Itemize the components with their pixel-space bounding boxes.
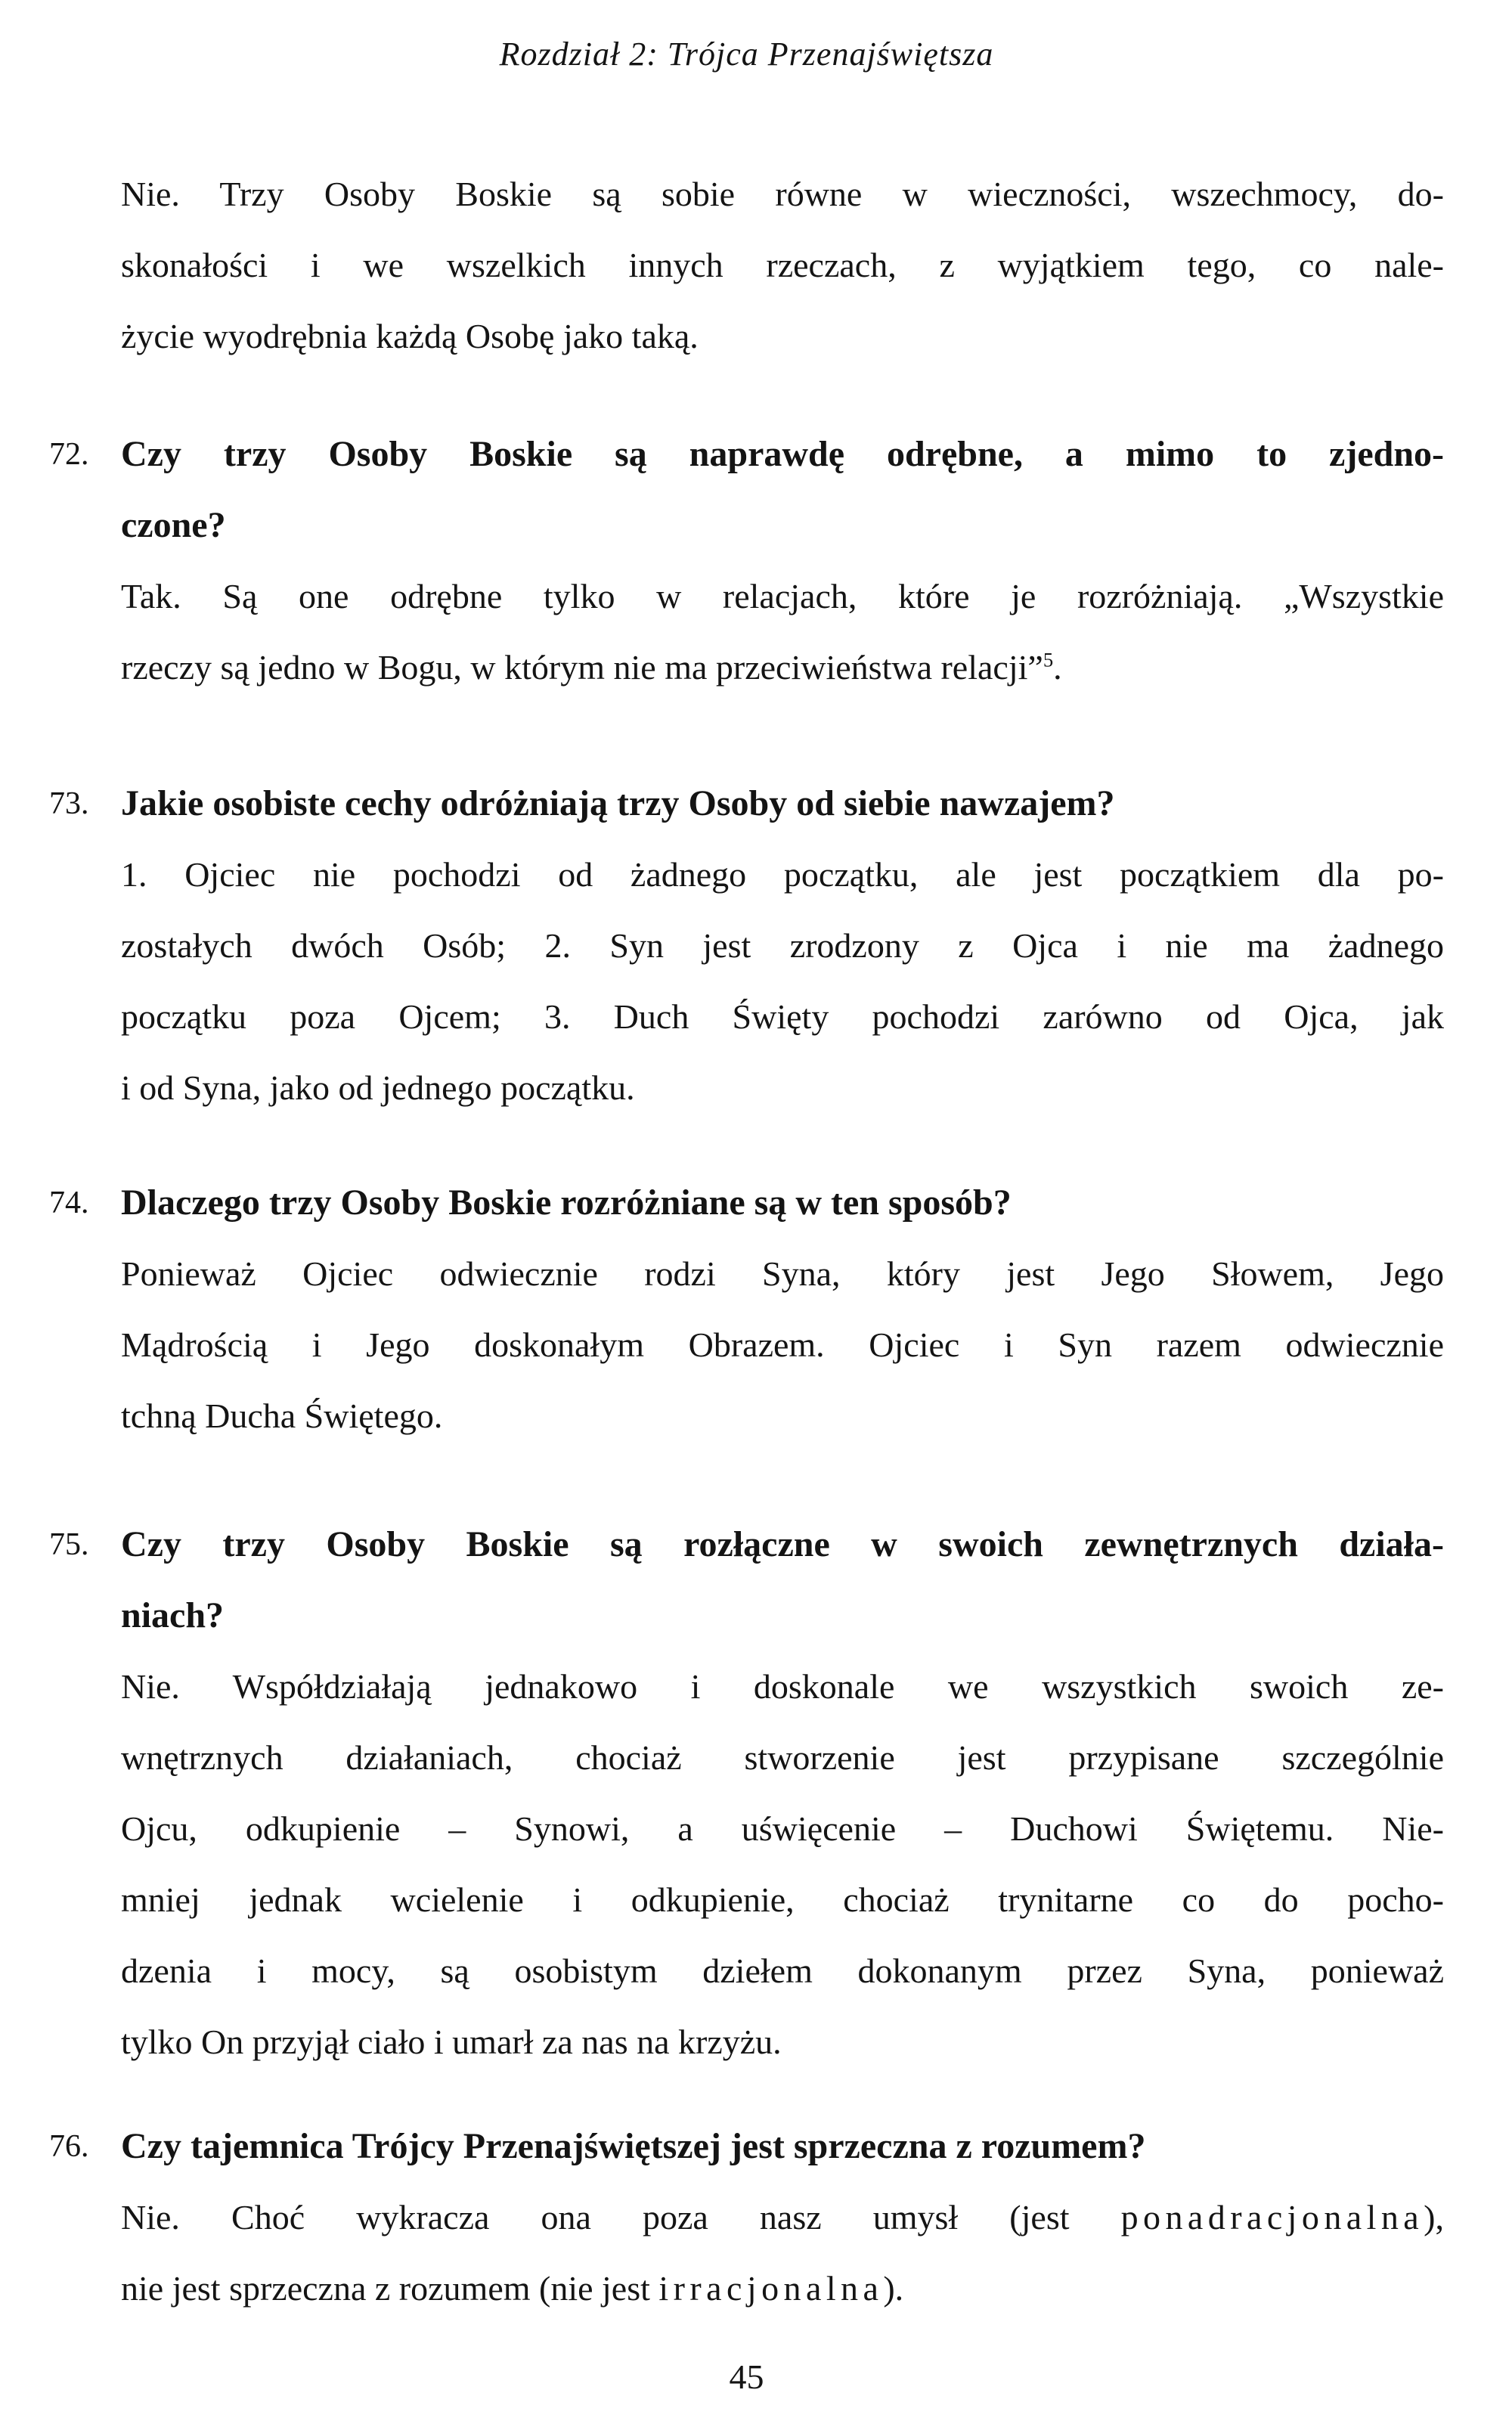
answer-76-line-2-spaced-word: irracjonalna	[658, 2269, 884, 2308]
answer-73-line-4: i od Syna, jako od jednego początku.	[121, 1068, 635, 1107]
intro-line-1: Nie. Trzy Osoby Boskie są sobie równe w wieczności, wszechmocy, do-	[121, 175, 1444, 213]
answer-75-line-3: Ojcu, odkupienie – Synowi, a uświęcenie – Duchowi Świętemu. Nie-	[121, 1809, 1444, 1848]
answer-75-line-1: Nie. Współdziałają jednakowo i doskonale we wszystkich swoich ze-	[121, 1667, 1444, 1706]
answer-76-line-2-pre: nie jest sprzeczna z rozumem (nie jest	[121, 2269, 659, 2308]
answer-76-line-2-post: ).	[883, 2269, 904, 2308]
answer-73-line-2: zostałych dwóch Osób; 2. Syn jest zrodzony z Ojca i nie ma żadnego	[121, 926, 1444, 965]
question-72-line-1: Czy trzy Osoby Boskie są naprawdę odrębne, a mimo to zjedno-	[121, 434, 1444, 474]
question-number-75: 75.	[49, 1527, 89, 1562]
answer-74-line-3: tchną Ducha Świętego.	[121, 1396, 443, 1435]
answer-75-line-4: mniej jednak wcielenie i odkupienie, chociaż trynitarne co do pocho-	[121, 1880, 1444, 1919]
question-number-74: 74.	[49, 1186, 89, 1220]
qa-body-75	[121, 1509, 1444, 2078]
answer-72-line-2-text: rzeczy są jedno w Bogu, w którym nie ma przeciwieństwa relacji”	[121, 648, 1043, 687]
question-75-line-2: niach?	[121, 1595, 225, 1635]
qa-section-75	[49, 1509, 1444, 2078]
answer-75-line-2: wnętrznych działaniach, chociaż stworzenie jest przypisane szczególnie	[121, 1738, 1444, 1777]
answer-76-line-1-spaced-word: ponadracjonalna	[1120, 2198, 1424, 2236]
question-76-line-1: Czy tajemnica Trójcy Przenajświętszej jest sprzeczna z rozumem?	[121, 2126, 1146, 2166]
answer-74-line-2: Mądrością i Jego doskonałym Obrazem. Ojciec i Syn razem odwiecznie	[121, 1325, 1444, 1364]
qa-section-73	[49, 768, 1444, 1124]
answer-76-line-1-post: ),	[1424, 2198, 1444, 2236]
qa-section-72	[49, 419, 1444, 703]
qa-body-73	[121, 768, 1444, 1124]
answer-75-line-5: dzenia i mocy, są osobistym dziełem dokonanym przez Syna, ponieważ	[121, 1951, 1444, 1990]
answer-74-line-1: Ponieważ Ojciec odwiecznie rodzi Syna, który jest Jego Słowem, Jego	[121, 1254, 1444, 1293]
answer-75-line-6: tylko On przyjął ciało i umarł za nas na krzyżu.	[121, 2023, 782, 2061]
intro-paragraph	[121, 159, 1444, 372]
question-number-72: 72.	[49, 437, 89, 472]
intro-line-2: skonałości i we wszelkich innych rzeczach, z wyjątkiem tego, co nale-	[121, 246, 1444, 284]
qa-body-72	[121, 419, 1444, 703]
answer-76-line-2	[121, 2253, 1444, 2324]
page-number: 45	[729, 2357, 764, 2396]
footnote-ref-5: 5	[1043, 648, 1054, 671]
intro-line-3: życie wyodrębnia każdą Osobę jako taką.	[121, 317, 699, 355]
answer-73-line-3: początku poza Ojcem; 3. Duch Święty pochodzi zarówno od Ojca, jak	[121, 997, 1444, 1036]
answer-72-line-2	[121, 632, 1444, 703]
answer-72-tail: .	[1053, 648, 1062, 687]
qa-body-74	[121, 1167, 1444, 1452]
qa-section-76	[49, 2111, 1444, 2324]
answer-73-line-1: 1. Ojciec nie pochodzi od żadnego początku, ale jest początkiem dla po-	[121, 855, 1444, 894]
question-72-line-2: czone?	[121, 505, 226, 545]
answer-72-line-1: Tak. Są one odrębne tylko w relacjach, które je rozróżniają. „Wszystkie	[121, 577, 1444, 615]
chapter-header: Rozdział 2: Trójca Przenajświętsza	[499, 36, 994, 73]
question-75-line-1: Czy trzy Osoby Boskie są rozłączne w swoich zewnętrznych działa-	[121, 1524, 1444, 1564]
answer-76-line-1-pre: Nie. Choć wykracza ona poza nasz umysł (jest	[121, 2198, 1121, 2236]
qa-section-74	[49, 1167, 1444, 1452]
question-number-76: 76.	[49, 2129, 89, 2164]
qa-body-76	[121, 2111, 1444, 2324]
question-73-line-1: Jakie osobiste cechy odróżniają trzy Osoby od siebie nawzajem?	[121, 783, 1115, 823]
question-74-line-1: Dlaczego trzy Osoby Boskie rozróżniane są w ten sposób?	[121, 1183, 1012, 1223]
answer-76-line-1	[121, 2182, 1444, 2253]
question-number-73: 73.	[49, 786, 89, 821]
